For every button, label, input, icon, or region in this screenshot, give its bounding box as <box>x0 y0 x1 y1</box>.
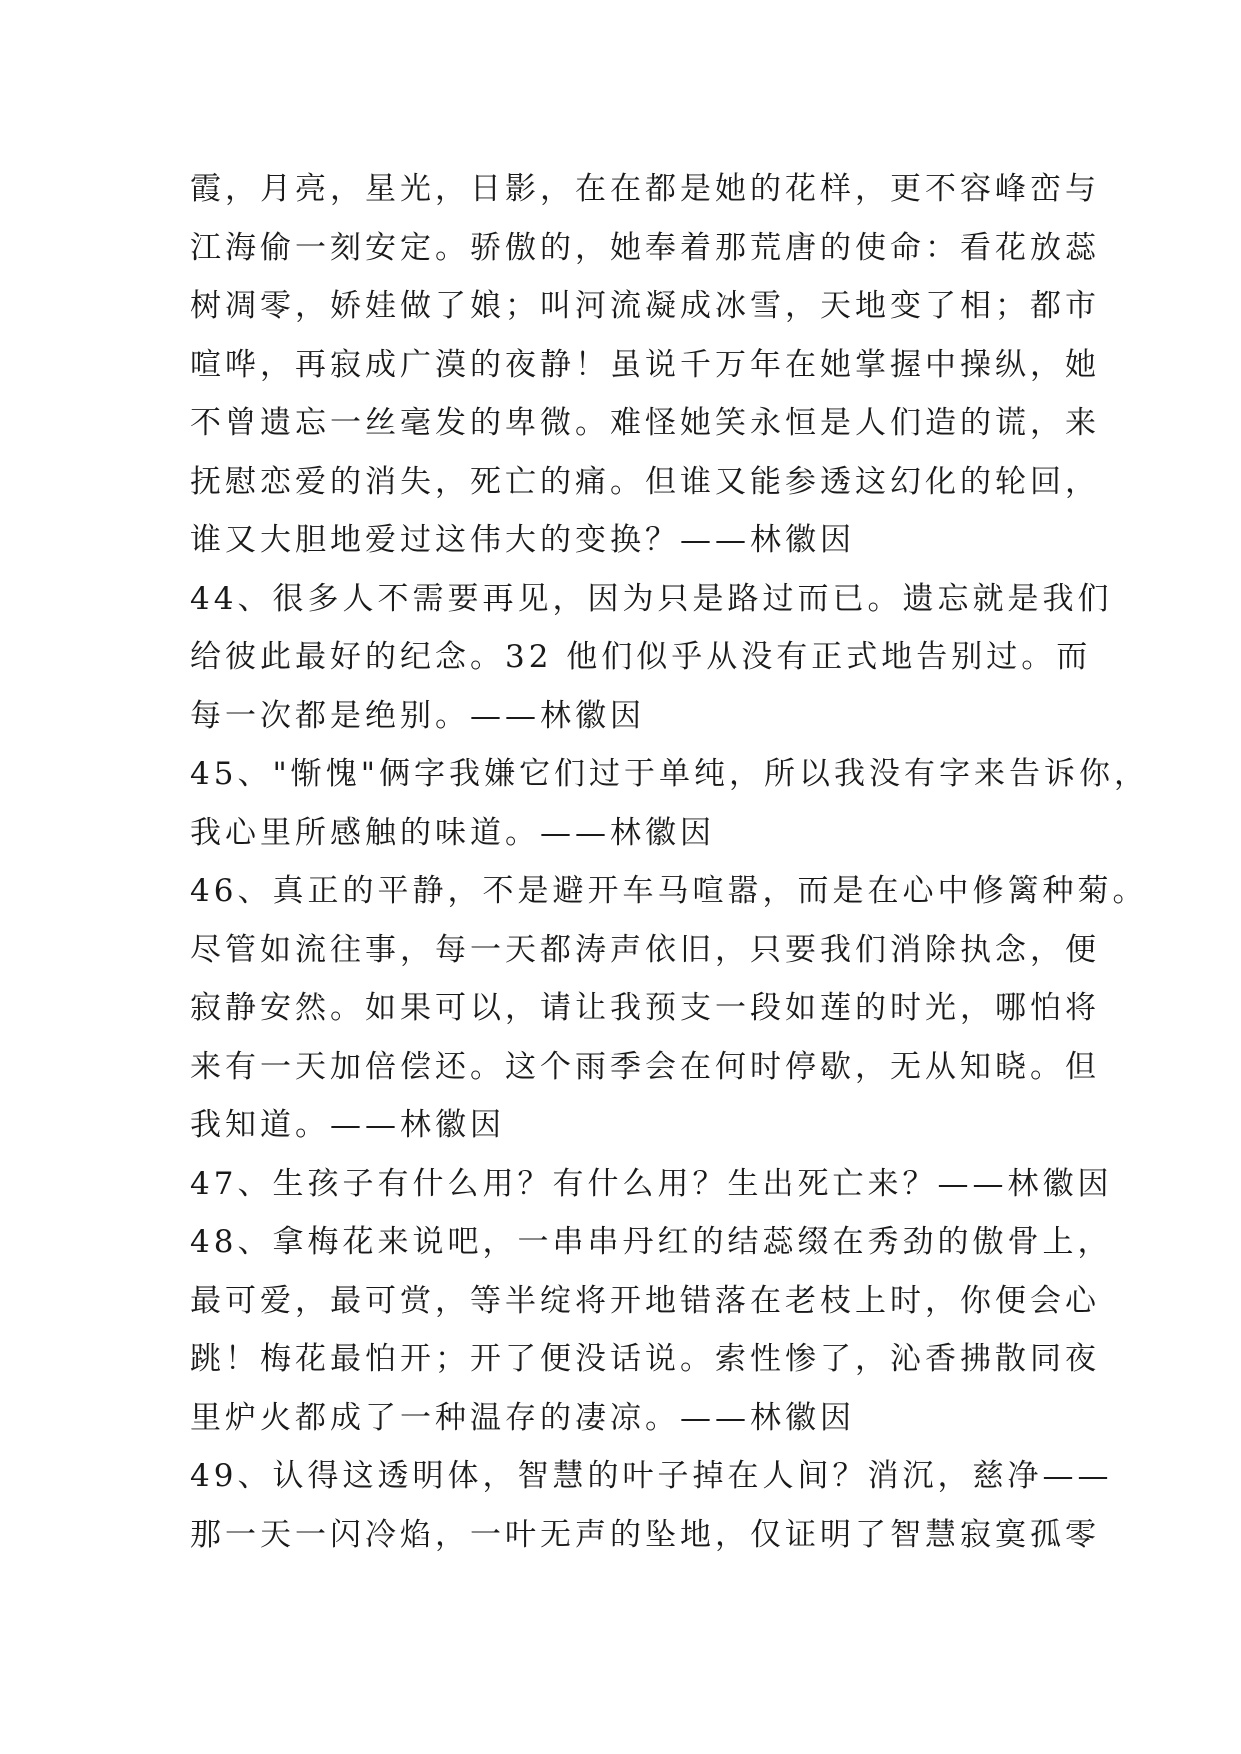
document-body <box>190 160 1149 1564</box>
quote-45-line: 45、"惭愧"俩字我嫌它们过于单纯，所以我没有字来告诉你， <box>190 756 1149 792</box>
text-line: 来有一天加倍偿还。这个雨季会在何时停歇，无从知晓。但 <box>190 1048 1100 1085</box>
text-line: 给彼此最好的纪念。32 他们似乎从没有正式地告别过。而 <box>190 639 1092 675</box>
text-line: 里炉火都成了一种温存的凄凉。——林徽因 <box>190 1399 855 1436</box>
text-line: 那一天一闪冷焰，一叶无声的坠地，仅证明了智慧寂寞孤零 <box>190 1516 1100 1553</box>
text-line: 谁又大胆地爱过这伟大的变换？——林徽因 <box>190 522 855 558</box>
quote-47-line: 47、生孩子有什么用？有什么用？生出死亡来？——林徽因 <box>190 1165 1113 1202</box>
text-line: 江海偷一刻安定。骄傲的，她奉着那荒唐的使命：看花放蕊 <box>190 229 1100 266</box>
quote-44-line: 44、很多人不需要再见，因为只是路过而已。遗忘就是我们 <box>190 580 1113 617</box>
text-line: 尽管如流往事，每一天都涛声依旧，只要我们消除执念，便 <box>190 931 1100 968</box>
text-line: 我知道。——林徽因 <box>190 1107 505 1143</box>
text-line: 寂静安然。如果可以，请让我预支一段如莲的时光，哪怕将 <box>190 990 1100 1026</box>
text-line: 树凋零，娇娃做了娘；叫河流凝成冰雪，天地变了相；都市 <box>190 288 1100 324</box>
quote-49-line: 49、认得这透明体，智慧的叶子掉在人间？消沉，慈净—— <box>190 1458 1113 1494</box>
text-line: 最可爱，最可赏，等半绽将开地错落在老枝上时，你便会心 <box>190 1282 1100 1319</box>
quote-46-line: 46、真正的平静，不是避开车马喧嚣，而是在心中修篱种菊。 <box>190 873 1148 909</box>
text-line: 喧哗，再寂成广漠的夜静！虽说千万年在她掌握中操纵，她 <box>190 346 1100 383</box>
text-line: 不曾遗忘一丝毫发的卑微。难怪她笑永恒是人们造的谎，来 <box>190 405 1100 441</box>
text-line: 我心里所感触的味道。——林徽因 <box>190 814 715 851</box>
text-line: 抚慰恋爱的消失，死亡的痛。但谁又能参透这幻化的轮回， <box>190 463 1100 500</box>
text-line: 跳！梅花最怕开；开了便没话说。索性惨了，沁香拂散同夜 <box>190 1341 1100 1377</box>
text-line: 每一次都是绝别。——林徽因 <box>190 697 645 734</box>
quote-48-line: 48、拿梅花来说吧，一串串丹红的结蕊缀在秀劲的傲骨上， <box>190 1224 1113 1260</box>
text-line: 霞，月亮，星光，日影，在在都是她的花样，更不容峰峦与 <box>190 171 1100 207</box>
